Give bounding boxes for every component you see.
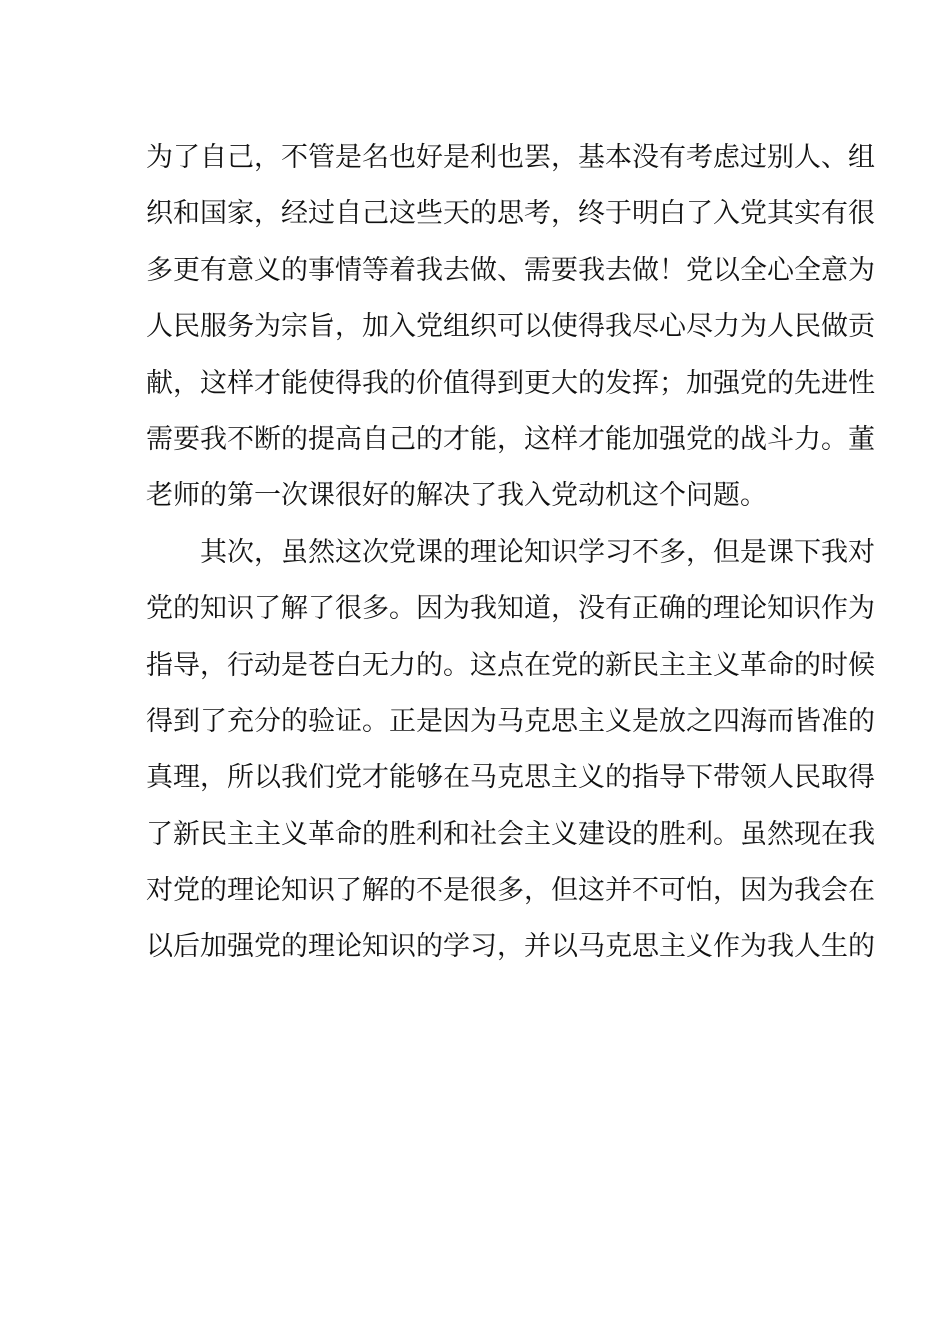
text-line: 老师的第一次课很好的解决了我入党动机这个问题。 [146,480,767,512]
text-line: 织和国家，经过自己这些天的思考，终于明白了入党其实有很 [146,198,875,230]
text-line: 以后加强党的理论知识的学习，并以马克思主义作为我人生的 [146,931,875,963]
paragraph-start-line: 其次，虽然这次党课的理论知识学习不多，但是课下我对 [200,536,875,568]
text-line: 得到了充分的验证。正是因为马克思主义是放之四海而皆准的 [146,705,875,737]
text-line: 多更有意义的事情等着我去做、需要我去做！党以全心全意为 [146,254,875,286]
text-line: 需要我不断的提高自己的才能，这样才能加强党的战斗力。董 [146,423,875,455]
text-line: 了新民主主义革命的胜利和社会主义建设的胜利。虽然现在我 [146,818,875,850]
text-line: 党的知识了解了很多。因为我知道，没有正确的理论知识作为 [146,593,875,625]
text-line: 献，这样才能使得我的价值得到更大的发挥；加强党的先进性 [146,367,875,399]
text-line: 为了自己，不管是名也好是利也罢，基本没有考虑过别人、组 [146,142,875,173]
text-line: 真理，所以我们党才能够在马克思主义的指导下带领人民取得 [146,762,875,794]
text-line: 对党的理论知识了解的不是很多，但这并不可怕，因为我会在 [146,875,875,907]
text-line: 人民服务为宗旨，加入党组织可以使得我尽心尽力为人民做贡 [146,311,875,343]
document-body [146,130,875,976]
text-line: 指导，行动是苍白无力的。这点在党的新民主主义革命的时候 [146,649,875,681]
